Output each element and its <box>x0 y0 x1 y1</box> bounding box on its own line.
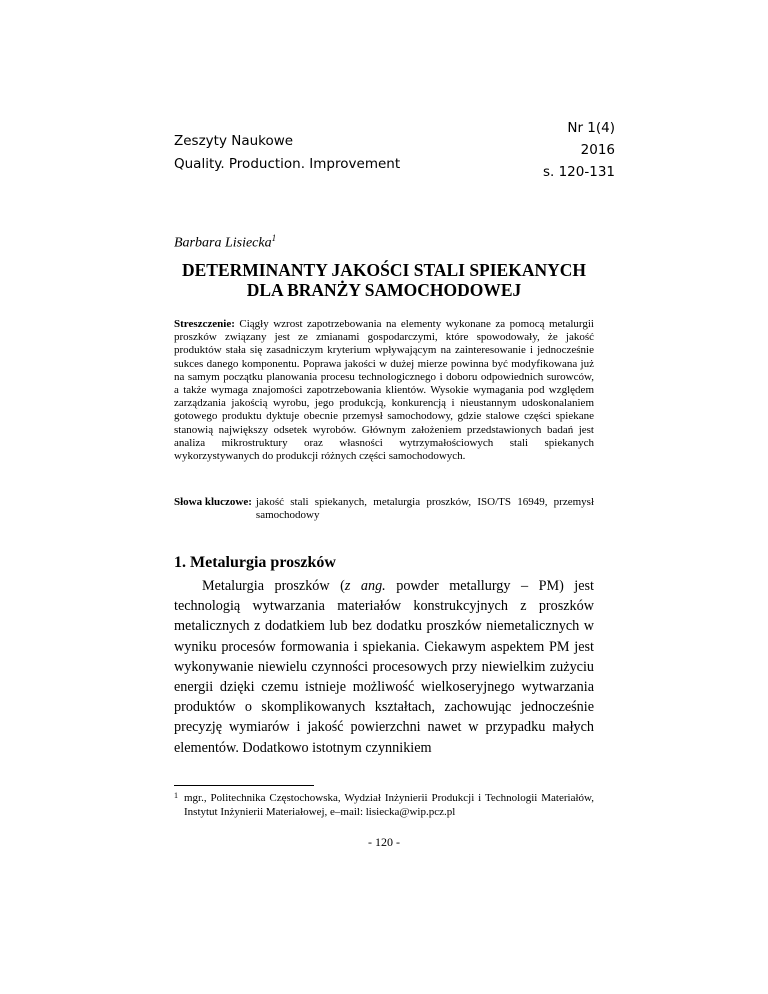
journal-name-line1: Zeszyty Naukowe <box>174 133 294 149</box>
author-name: Barbara Lisiecka <box>174 235 272 251</box>
footnote-divider <box>174 785 314 786</box>
footnote-text: mgr., Politechnika Częstochowska, Wydział Inżynierii Produkcji i Technologii Materiałów, Instytut Inżynierii Materiałowej, e–mail: lisiecka@wip.pcz.pl <box>184 792 594 818</box>
keywords-label: Słowa kluczowe: <box>174 496 252 508</box>
issue-info <box>543 117 615 183</box>
page-number: - 120 - <box>368 835 400 849</box>
title-line2: DLA BRANŻY SAMOCHODOWEJ <box>246 280 522 300</box>
paper-title <box>174 260 594 300</box>
abstract-text: Ciągły wzrost zapotrzebowania na elementy wykonane za pomocą metalurgii proszków związany jest ze zmianami gospodarczymi, które spowodowały, że jakość produktów stała się zasadniczym kryterium wpływającym na zainteresowanie i jednocześnie sukces danego komponentu. Poprawa jakości w dużej mierze powinna być modyfikowana już na samym początku planowania procesu technologicznego i doboru odpowiednich surowców, a także wymaga znajomości zapotrzebowania klientów. Wysokie wymagania pod względem zarządzania jakością wyrobu, jego produkcją, konkurencją i nieustannym udoskonalaniem gotowego produktu dyktuje obecnie przemysł samochodowy, gdzie stalowe części spiekane stanowią największy odsetek wyrobów. Głównym założeniem przedstawionych badań jest analiza mikrostruktury oraz własności wytrzymałościowych stali spiekanych wykorzystywanych do produkcji różnych części samochodowych. <box>174 318 594 463</box>
abstract <box>174 318 594 463</box>
journal-name-line2: Quality. Production. Improvement <box>174 156 401 172</box>
body-paragraph <box>174 576 594 758</box>
author-footnote-mark: 1 <box>271 233 277 243</box>
body-text-start: Metalurgia proszków ( <box>202 578 345 594</box>
issue-pages: s. 120-131 <box>542 164 615 180</box>
issue-year: 2016 <box>580 142 615 158</box>
body-text-rest: powder metallurgy – PM) jest technologią wytwarzania materiałów konstrukcyjnych z proszków metalicznych z dodatkiem lub bez dodatku proszków niemetalicznych w wyniku procesów formowania i spiekania. Ciekawym aspektem PM jest wykonywanie niewielu czynności procesowych przy niewielkim zużyciu energii dzięki czemu istnieje możliwość wielkoseryjnego wytwarzania produktów o skomplikowanych kształtach, zachowując jednocześnie precyzję wymiarów i jakość powierzchni nawet w przypadku małych elementów. Dodatkowo istotnym czynnikiem <box>174 578 594 756</box>
footnote-mark: 1 <box>174 791 178 800</box>
keywords <box>174 496 594 522</box>
body-text-italic: z ang. <box>344 578 386 594</box>
journal-name <box>174 130 400 176</box>
section-heading: 1. Metalurgia proszków <box>174 554 336 571</box>
author <box>174 233 276 252</box>
issue-number: Nr 1(4) <box>567 120 615 136</box>
abstract-label: Streszczenie: <box>174 318 235 330</box>
keywords-text: jakość stali spiekanych, metalurgia proszków, ISO/TS 16949, przemysł samochodowy <box>255 496 594 522</box>
title-line1: DETERMINANTY JAKOŚCI STALI SPIEKANYCH <box>181 260 587 280</box>
footnote <box>174 791 594 819</box>
